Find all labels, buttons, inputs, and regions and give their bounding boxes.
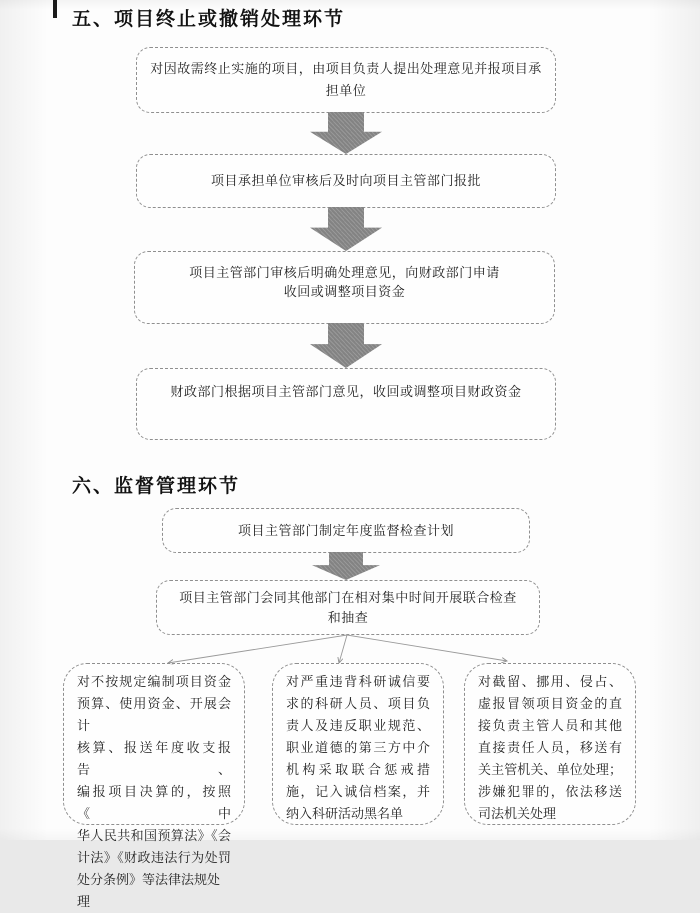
flow-node-text-line: 项目承担单位审核后及时向项目主管部门报批: [210, 173, 481, 188]
flow-node-text-line: 担单位: [325, 83, 367, 98]
branch-text-line: 职业道德的第三方中介: [286, 740, 430, 755]
branch-text-line: 司法机关处理: [478, 806, 557, 821]
down-arrow-icon: [310, 207, 382, 251]
flow-node-text-line: 项目主管部门制定年度监督检查计划: [237, 522, 454, 538]
branch-text-line: 计法》《财政违法行为处罚: [77, 850, 231, 865]
flow-node-authority-review: [134, 251, 555, 324]
flow-node-unit-review: [136, 154, 556, 208]
branch-node-integrity-violation: [272, 663, 444, 825]
flow-node-text-line: 财政部门根据项目主管部门意见，收回或调整项目财政资金: [170, 384, 522, 399]
branch-text-line: 涉嫌犯罪的，依法移送: [478, 784, 622, 799]
flow-node-text-line: 收回或调整项目资金: [283, 284, 406, 299]
branch-node-budget-violation: [63, 663, 245, 909]
branch-text-line: 纳入科研活动黑名单: [286, 806, 404, 821]
branch-text-line: 接负责主管人员和其他: [478, 718, 622, 733]
branch-text-line: 核算、报送年度收支报告、: [77, 740, 231, 777]
branch-text-line: 责人及违反职业规范、: [286, 718, 430, 733]
flow-node-annual-plan: [162, 508, 530, 553]
branch-text-line: 虚报冒领项目资金的直: [478, 696, 622, 711]
flow-node-termination-proposal: [136, 47, 556, 113]
branch-text-line: 对截留、挪用、侵占、: [478, 674, 622, 689]
branch-text-line: 处分条例》等法律法规处理: [77, 872, 221, 909]
branch-text-line: 对不按规定编制项目资金: [77, 674, 231, 689]
section6-title: 六、监督管理环节: [72, 476, 241, 497]
scan-artifact-mark: [53, 0, 57, 18]
down-arrow-icon: [312, 552, 380, 580]
down-arrow-icon: [310, 112, 382, 154]
section5-title: 五、项目终止或撤销处理环节: [72, 9, 346, 30]
branch-text-line: 预算、使用资金、开展会计: [77, 696, 231, 733]
branch-text-line: 关主管机关、单位处理；: [478, 762, 622, 777]
branch-text-line: 对严重违背科研诚信要: [286, 674, 430, 689]
branch-node-misappropriation: [464, 663, 636, 825]
branch-text-line: 求的科研人员、项目负: [286, 696, 430, 711]
branch-text-line: 直接责任人员，移送有: [478, 740, 622, 755]
branch-text-line: 机构采取联合惩戒措: [286, 762, 430, 777]
flow-node-finance-adjust: [136, 368, 556, 440]
branch-text-line: 华人民共和国预算法》《会: [77, 828, 231, 843]
branch-text-line: 施，记入诚信档案，并: [286, 784, 430, 799]
flow-node-text-line: 项目主管部门审核后明确处理意见，向财政部门申请: [189, 265, 500, 280]
flow-node-joint-inspection: [156, 580, 540, 635]
branch-text-line: 编报项目决算的，按照《中: [77, 784, 231, 821]
branch-connector-lines: [0, 633, 700, 667]
flow-node-text-line: 对因故需终止实施的项目，由项目负责人提出处理意见并报项目承: [150, 61, 542, 76]
flow-node-text-line: 项目主管部门会同其他部门在相对集中时间开展联合检查: [179, 589, 517, 605]
flow-node-text-line: 和抽查: [327, 609, 369, 625]
down-arrow-icon: [310, 323, 382, 368]
